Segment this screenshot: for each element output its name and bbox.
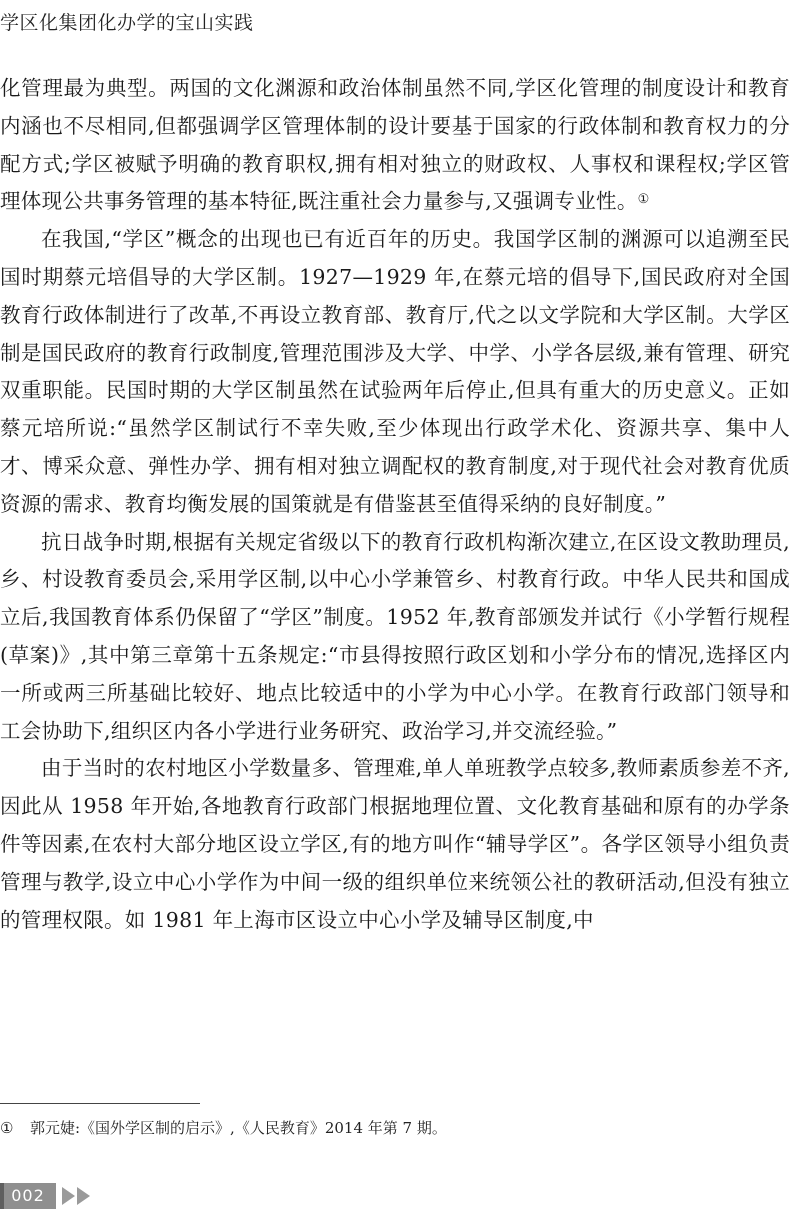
body-text (0, 70, 790, 939)
paragraph-1-text: 化管理最为典型。两国的文化渊源和政治体制虽然不同,学区化管理的制度设计和教育内涵也不尽相同,但都强调学区管理体制的设计要基于国家的行政体制和教育权力的分配方式;学区被赋予明确的教育职权,拥有相对独立的财政权、人事权和课程权;学区管理体现公共事务管理的基本特征,既注重社会力量参与,又强调专业性。 (0, 76, 790, 214)
page-number-box (0, 1183, 56, 1209)
page-footer (0, 1177, 120, 1211)
footnote-reference[interactable]: ① (637, 192, 650, 208)
paragraph-3: 抗日战争时期,根据有关规定省级以下的教育行政机构渐次建立,在区设文教助理员,乡、村设教育委员会,采用学区制,以中心小学兼管乡、村教育行政。中华人民共和国成立后,我国教育体系仍保留了“学区”制度。1952 年,教育部颁发并试行《小学暂行规程(草案)》,其中第三章第十五条规定:“市县得按照行政区划和小学分布的情况,选择区内一所或两三所基础比较好、地点比较适中的小学为中心小学。在教育行政部门领导和工会协助下,组织区内各小学进行业务研究、政治学习,并交流经验。” (0, 529, 790, 743)
page-number: 002 (11, 1186, 45, 1205)
footnote-divider (0, 1103, 200, 1104)
footnote (0, 1117, 447, 1139)
paragraph-2: 在我国,“学区”概念的出现也已有近百年的历史。我国学区制的渊源可以追溯至民国时期蔡元培倡导的大学区制。1927—1929 年,在蔡元培的倡导下,国民政府对全国教育行政体制进行了改革,不再设立教育部、教育厅,代之以文学院和大学区制。大学区制是国民政府的教育行政制度,管理范围涉及大学、中学、小学各层级,兼有管理、研究双重职能。民国时期的大学区制虽然在试验两年后停止,但具有重大的历史意义。正如蔡元培所说:“虽然学区制试行不幸失败,至少体现出行政学术化、资源共享、集中人才、博采众意、弹性办学、拥有相对独立调配权的教育制度,对于现代社会对教育优质资源的需求、教育均衡发展的国策就是有借鉴甚至值得采纳的良好制度。” (0, 227, 790, 516)
paragraph-4: 由于当时的农村地区小学数量多、管理难,单人单班教学点较多,教师素质参差不齐,因此从 1958 年开始,各地教育行政部门根据地理位置、文化教育基础和原有的办学条件等因素,在农村大部分地区设立学区,有的地方叫作“辅导学区”。各学区领导小组负责管理与教学,设立中心小学作为中间一级的组织单位来统领公社的教研活动,但没有独立的管理权限。如 1981 年上海市区设立中心小学及辅导区制度,中 (0, 756, 790, 932)
chevron-right-icon (62, 1187, 75, 1205)
footnote-text: 郭元婕:《国外学区制的启示》,《人民教育》2014 年第 7 期。 (30, 1119, 447, 1137)
footnote-mark: ① (0, 1119, 14, 1137)
running-header-title: 学区化集团化办学的宝山实践 (0, 12, 254, 34)
double-chevron-right-icon (60, 1183, 100, 1209)
page-number-accent-bar (0, 1183, 4, 1209)
chevron-right-icon (77, 1187, 90, 1205)
paragraph-1 (0, 70, 790, 221)
